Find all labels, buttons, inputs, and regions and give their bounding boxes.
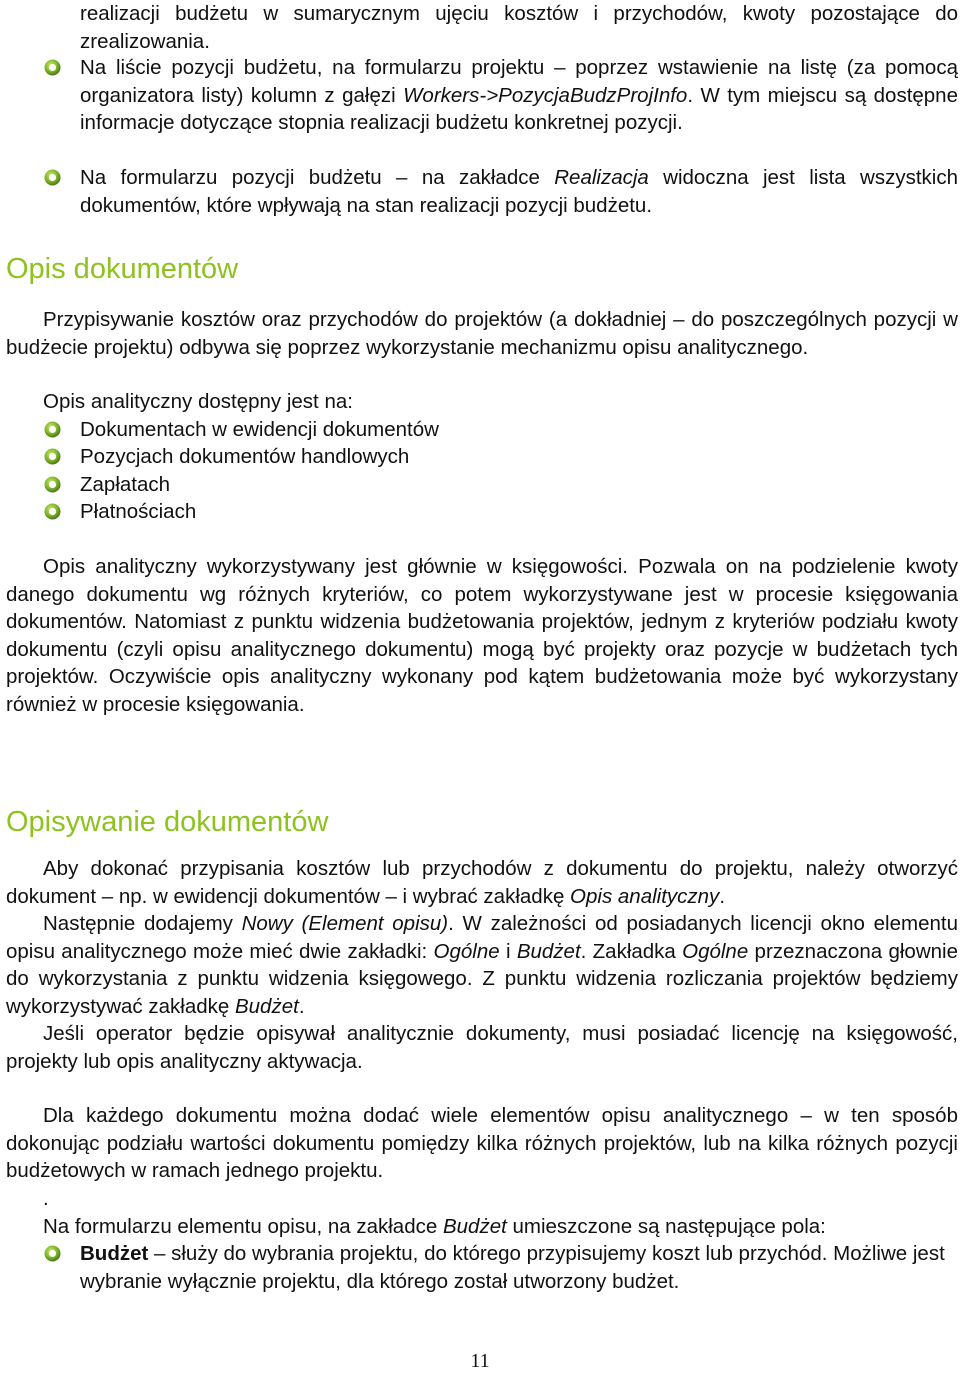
section1-para1 bbox=[6, 306, 958, 361]
intro-bullet-1 bbox=[44, 54, 958, 137]
green-ring-bullet-icon bbox=[44, 169, 61, 186]
intro-bullet-2-text: Na formularzu pozycji budżetu – na zakładce Realizacja widoczna jest lista wszystkich dokumentów, które wpływają na stan realizacji pozycji budżetu. bbox=[80, 166, 958, 217]
intro-bullet-1-text: Na liście pozycji budżetu, na formularzu projektu – poprzez wstawienie na listę (za pomocą organizatora listy) kolumn z gałęzi Workers->PozycjaBudzProjInfo. W tym miejscu są dostępne informacje dotyczące stopnia realizacji budżetu konkretnej pozycji. bbox=[80, 56, 958, 134]
section1-para2 bbox=[6, 553, 958, 718]
section2-para2 bbox=[6, 910, 958, 1020]
section2-para1 bbox=[6, 855, 958, 910]
section-heading-opis-dokumentow: Opis dokumentów bbox=[6, 253, 239, 285]
page-number: 11 bbox=[470, 1350, 490, 1372]
list-item-text: Pozycjach dokumentów handlowych bbox=[80, 445, 410, 468]
section2-para4-text: Dla każdego dokumentu można dodać wiele elementów opisu analitycznego – w ten sposób dokonując podziału wartości dokumentu pomiędzy kilka różnych projektów, lub na kilka różnych pozycji budżetowych w ramach jednego projektu. bbox=[6, 1104, 958, 1182]
list-item-text: Zapłatach bbox=[80, 473, 171, 496]
section1-para1-text: Przypisywanie kosztów oraz przychodów do projektów (a dokładniej – do poszczególnych pozycji w budżecie projektu) odbywa się poprzez wykorzystanie mechanizmu opisu analitycznego. bbox=[6, 308, 958, 359]
section2-para4 bbox=[6, 1102, 958, 1185]
section2-para5 bbox=[43, 1213, 958, 1241]
green-ring-bullet-icon bbox=[44, 503, 61, 520]
green-ring-bullet-icon bbox=[44, 421, 61, 438]
section2-para3 bbox=[6, 1020, 958, 1075]
section-heading-opisywanie-dokumentow: Opisywanie dokumentów bbox=[6, 806, 329, 838]
list-item-text: Płatnościach bbox=[80, 500, 197, 523]
section2-dot-text: . bbox=[43, 1187, 49, 1210]
green-ring-bullet-icon bbox=[44, 1245, 61, 1262]
section2-dot bbox=[43, 1185, 958, 1213]
section2-bullet-budzet bbox=[44, 1240, 958, 1295]
section2-para5-text: Na formularzu elementu opisu, na zakładce Budżet umieszczone są następujące pola: bbox=[43, 1215, 826, 1238]
list-item bbox=[44, 498, 958, 526]
list-item-text: Dokumentach w ewidencji dokumentów bbox=[80, 418, 439, 441]
list-item bbox=[44, 471, 958, 499]
intro-bullet-2 bbox=[44, 164, 958, 219]
section2-bullet-budzet-text: Budżet – służy do wybrania projektu, do którego przypisujemy koszt lub przychód. Możliwe jest wybranie wyłącznie projektu, dla którego został utworzony budżet. bbox=[80, 1242, 945, 1293]
green-ring-bullet-icon bbox=[44, 59, 61, 76]
green-ring-bullet-icon bbox=[44, 448, 61, 465]
section2-para1-text: Aby dokonać przypisania kosztów lub przychodów z dokumentu do projektu, należy otworzyć dokument – np. w ewidencji dokumentów – i wybrać zakładkę Opis analityczny. bbox=[6, 857, 958, 908]
section1-para2-text: Opis analityczny wykorzystywany jest głównie w księgowości. Pozwala on na podzielenie kwoty danego dokumentu wg różnych kryteriów, co potem wykorzystywane jest w procesie księgowania dokumentów. Natomiast z punktu widzenia budżetowania projektów, jednym z kryteriów podziału kwoty dokumentu (czyli opisu analitycznego dokumentu) mogą być projekty oraz pozycje w budżetach tych projektów. Oczywiście opis analityczny wykonany pod kątem budżetowania może być wykorzystany również w procesie księgowania. bbox=[6, 555, 958, 716]
section1-list-intro-text: Opis analityczny dostępny jest na: bbox=[43, 390, 353, 413]
intro-continuation bbox=[80, 0, 958, 55]
green-ring-bullet-icon bbox=[44, 476, 61, 493]
section2-para3-text: Jeśli operator będzie opisywał analitycznie dokumenty, musi posiadać licencję na księgowość, projekty lub opis analityczny aktywacja. bbox=[6, 1022, 958, 1073]
list-item bbox=[44, 443, 958, 471]
list-item bbox=[44, 416, 958, 444]
section2-para2-text: Następnie dodajemy Nowy (Element opisu). W zależności od posiadanych licencji okno elementu opisu analitycznego może mieć dwie zakładki: Ogólne i Budżet. Zakładka Ogólne przeznaczona głownie do wykorzystania z punktu widzenia księgowego. Z punktu widzenia rozliczania projektów będziemy wykorzystywać zakładkę Budżet. bbox=[6, 912, 958, 1018]
section1-list-intro bbox=[43, 388, 958, 416]
intro-continuation-text: realizacji budżetu w sumarycznym ujęciu kosztów i przychodów, kwoty pozostające do zrealizowania. bbox=[80, 2, 958, 53]
